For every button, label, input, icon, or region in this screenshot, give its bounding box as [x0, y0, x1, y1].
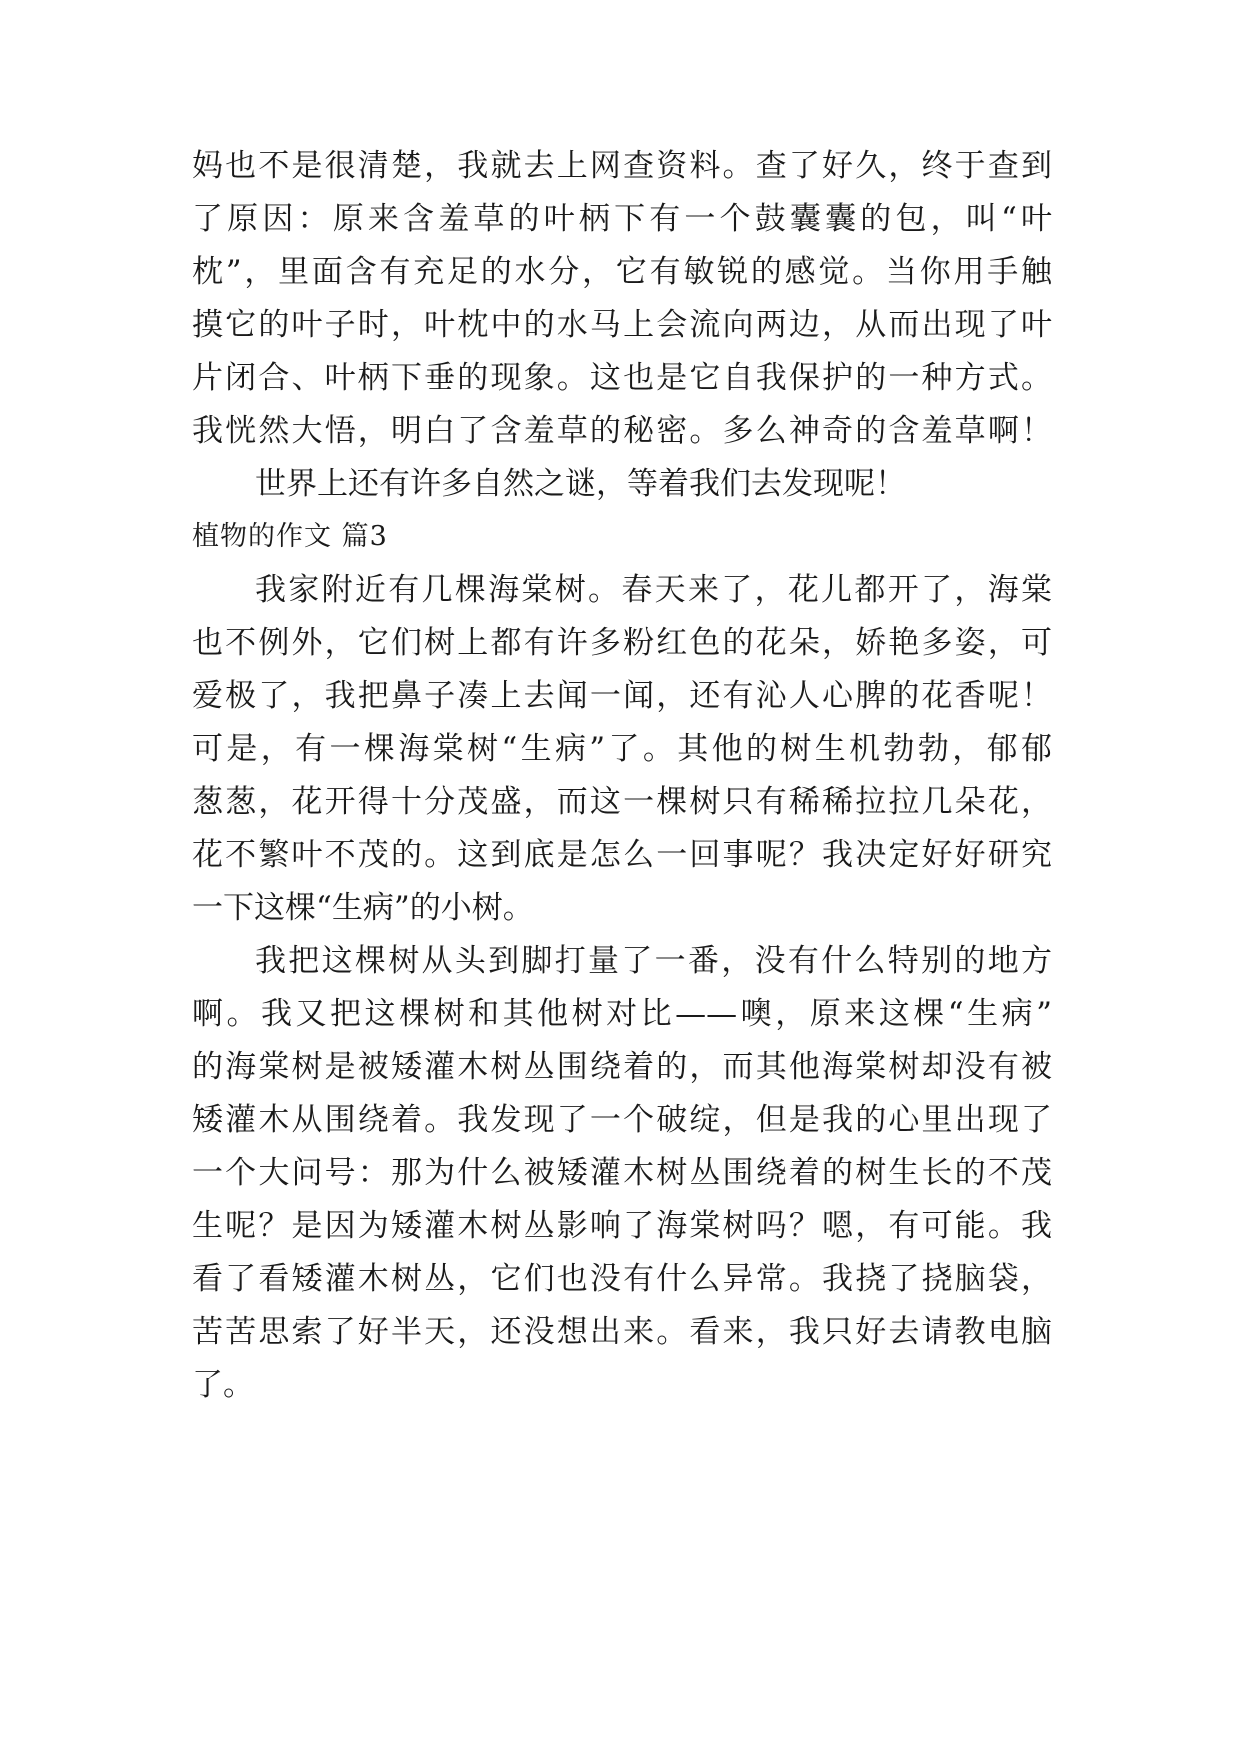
paragraph-line: 的海棠树是被矮灌木树丛围绕着的，而其他海棠树却没有被: [192, 1049, 1052, 1085]
paragraph-line: 妈也不是很清楚，我就去上网查资料。查了好久，终于查到: [192, 148, 1052, 184]
paragraph-line: 苦苦思索了好半天，还没想出来。看来，我只好去请教电脑: [192, 1314, 1052, 1350]
paragraph-line: 矮灌木从围绕着。我发现了一个破绽，但是我的心里出现了: [192, 1102, 1052, 1138]
paragraph-line: 了。: [192, 1367, 254, 1403]
paragraph-line: 也不例外，它们树上都有许多粉红色的花朵，娇艳多姿，可: [192, 625, 1052, 661]
paragraph-line: 枕”，里面含有充足的水分，它有敏锐的感觉。当你用手触: [192, 254, 1052, 290]
paragraph-line: 摸它的叶子时，叶枕中的水马上会流向两边，从而出现了叶: [192, 307, 1052, 343]
paragraph-line: 了原因：原来含羞草的叶柄下有一个鼓囊囊的包，叫“叶: [192, 201, 1052, 237]
paragraph-line: 生呢？是因为矮灌木树丛影响了海棠树吗？嗯，有可能。我: [192, 1208, 1052, 1244]
section-heading: 植物的作文 篇3: [192, 521, 388, 552]
paragraph-line: 爱极了，我把鼻子凑上去闻一闻，还有沁人心脾的花香呢！: [192, 678, 1052, 714]
paragraph-line: 片闭合、叶柄下垂的现象。这也是它自我保护的一种方式。: [192, 360, 1052, 396]
paragraph-line: 花不繁叶不茂的。这到底是怎么一回事呢？我决定好好研究: [192, 837, 1052, 873]
paragraph-line: 看了看矮灌木树丛，它们也没有什么异常。我挠了挠脑袋，: [192, 1261, 1052, 1297]
paragraph-line: 可是，有一棵海棠树“生病”了。其他的树生机勃勃，郁郁: [192, 731, 1052, 767]
paragraph-line: 一下这棵“生病”的小树。: [192, 890, 534, 926]
paragraph-line: 我把这棵树从头到脚打量了一番，没有什么特别的地方: [255, 943, 1052, 979]
paragraph-line: 一个大问号：那为什么被矮灌木树丛围绕着的树生长的不茂: [192, 1155, 1052, 1191]
paragraph-line: 我恍然大悟，明白了含羞草的秘密。多么神奇的含羞草啊！: [192, 413, 1052, 449]
paragraph-line: 世界上还有许多自然之谜，等着我们去发现呢！: [255, 466, 906, 502]
paragraph-line: 我家附近有几棵海棠树。春天来了，花儿都开了，海棠: [255, 572, 1052, 608]
paragraph-line: 啊。我又把这棵树和其他树对比——噢，原来这棵“生病”: [192, 996, 1052, 1032]
paragraph-line: 葱葱，花开得十分茂盛，而这一棵树只有稀稀拉拉几朵花，: [192, 784, 1052, 820]
